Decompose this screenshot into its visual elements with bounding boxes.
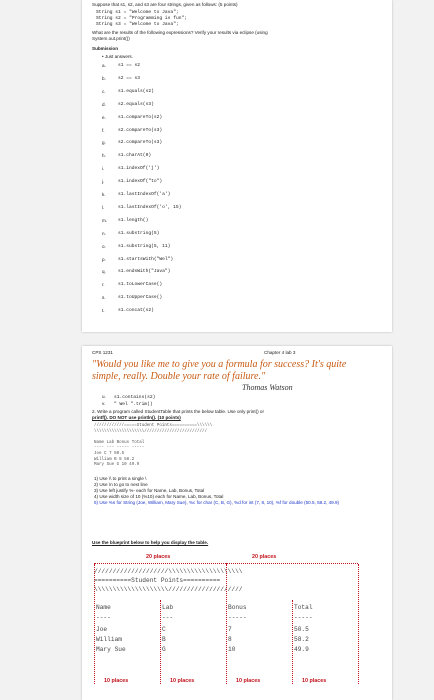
item-expression: s1.length() [118, 217, 149, 223]
column-header: Total [294, 604, 313, 611]
item-expression: s1.concat(s2) [118, 308, 154, 314]
item-letter: l. [102, 204, 105, 210]
mini-table-line: William B 8 58.2 [94, 457, 135, 462]
header-underline: ----- [294, 614, 313, 621]
mini-table-line: \\\\\\\\\\\\\\\\\\\\///////////////////////// [94, 429, 208, 434]
item-expression: s1.indexOf("to") [118, 179, 163, 185]
label-10-places: 10 places [170, 678, 195, 684]
code-line: String s3 = "Welcome to Java"; [96, 22, 179, 27]
item-expression: s1.substring(5) [118, 230, 160, 236]
table-cell: B [162, 636, 166, 643]
rule-item: 5) Use %s for String (Joe, William, Mary Sue), %c for char (C, B, G), %d for int (7, 8, 10), %f for double (50.5, 58.2, 49.9) [94, 500, 340, 505]
table-cell: 10 [228, 646, 236, 653]
column-guide [292, 600, 293, 684]
column-guide [94, 564, 95, 684]
item-expression: s1.equals(s2) [118, 88, 154, 94]
item-letter: b. [102, 75, 106, 81]
table-cell: 8 [228, 636, 232, 643]
rule-item: 2) Use \n to go to next line [94, 482, 148, 487]
document-page-1 [82, 0, 392, 332]
label-10-places: 10 places [302, 678, 327, 684]
banner-line: ////////////////////\\\\\\\\\\\\\\\\\\\\ [94, 568, 243, 575]
chapter-title: Chapter 4 lab 3 [264, 350, 296, 355]
table-cell: William [96, 636, 122, 643]
submission-heading: Submission [92, 46, 119, 51]
column-header: Lab [162, 604, 174, 611]
item-expression: s2 == s3 [118, 75, 141, 81]
table-cell: 58.2 [294, 636, 309, 643]
list-item: v. " Wel ".trim() [102, 401, 153, 407]
banner-line: \\\\\\\\\\\\\\\\\\\\//////////////////// [94, 586, 243, 593]
item-letter: k. [102, 192, 106, 197]
column-guide [160, 600, 161, 684]
item-letter: f. [102, 127, 105, 133]
item-expression: s1.lastIndexOf('o', 15) [118, 204, 182, 210]
header-underline: --- [162, 614, 174, 621]
table-cell: C [162, 626, 166, 633]
range-bar [94, 563, 226, 564]
item-expression: s1.substring(5, 11) [118, 243, 171, 249]
mini-table-line: ---- --- ----- ----- [94, 446, 145, 451]
code-line: String s2 = "Programming is fun"; [96, 16, 187, 21]
item-letter: s. [102, 295, 106, 301]
table-cell: G [162, 646, 166, 653]
item-letter: o. [102, 243, 106, 249]
task-text-underlined: printf(). DO NOT use println(). (10 points) [92, 415, 181, 420]
table-cell: Joe [96, 626, 108, 633]
column-header: Name [96, 604, 111, 611]
item-letter: c. [102, 88, 106, 94]
header-underline: ---- [96, 614, 111, 621]
item-letter: a. [102, 63, 106, 68]
item-expression: s1.toUpperCase() [118, 295, 163, 301]
item-letter: j. [102, 179, 105, 185]
label-10-places: 10 places [104, 678, 129, 684]
item-expression: s1.indexOf('j') [118, 166, 160, 172]
table-cell: Mary Sue [96, 646, 126, 653]
submission-note: • Just answers. [102, 54, 133, 59]
item-expression: s2.compareTo(s3) [118, 127, 163, 133]
item-letter: h. [102, 153, 106, 159]
banner-line: ==========Student Points========== [94, 577, 221, 584]
item-letter: m. [102, 217, 108, 223]
label-20-places: 20 places [252, 554, 277, 560]
item-expression: s1.toLowerCase() [118, 282, 163, 288]
document-page-2 [82, 346, 392, 700]
range-bar [226, 563, 358, 564]
item-letter: p. [102, 256, 106, 262]
item-expression: s1.compareTo(s2) [118, 114, 163, 120]
column-guide [226, 564, 227, 684]
code-line: String s1 = "Welcome to Java"; [96, 10, 179, 15]
item-expression: s1 == s2 [118, 63, 141, 68]
item-letter: g. [102, 140, 106, 146]
label-10-places: 10 places [236, 678, 261, 684]
bullet-icon: • [102, 54, 105, 59]
column-header: Bonus [228, 604, 247, 611]
item-letter: n. [102, 230, 106, 236]
label-20-places: 20 places [146, 554, 171, 560]
blueprint-heading: Use the blueprint below to help you display the table. [92, 540, 209, 545]
table-cell: 7 [228, 626, 232, 633]
rule-item: 3) Use left justify %- each for Name, Lab, Bonus, Total [94, 488, 205, 493]
item-expression: s2.equals(s3) [118, 101, 154, 107]
item-letter: t. [102, 308, 105, 314]
header-underline: ----- [228, 614, 247, 621]
task-text: 2. Write a program called StudentTable that prints the below table. Use only print() or [92, 409, 265, 414]
item-letter: d. [102, 101, 106, 107]
rule-item: 1) Use \\ to print a single \ [94, 476, 147, 481]
item-expression: s1.charAt(0) [118, 153, 152, 159]
question-text: What are the results of the following expressions? Verify your results via eclipse (using [92, 30, 268, 35]
course-code: CPS 1231 [92, 350, 113, 355]
table-cell: 50.5 [294, 626, 309, 633]
mini-table-line: Joe C 7 50.5 [94, 452, 125, 456]
item-expression: s2.compareTo(s3) [118, 140, 163, 146]
table-cell: 49.9 [294, 646, 309, 653]
mini-table-line: ////////////=====Student Points==========\\\\\\ [94, 424, 213, 428]
item-expression: s1.endsWith("Java") [118, 269, 171, 275]
item-expression: s1.lastIndexOf('a') [118, 192, 171, 197]
quote-author: Thomas Watson [242, 383, 293, 392]
mini-table-line: Mary Sue G 10 49.9 [94, 463, 140, 468]
column-guide [358, 564, 359, 684]
item-letter: e. [102, 114, 106, 120]
rule-item: 4) Use width size of 10 (%10) each for Name, Lab, Bonus, Total [94, 494, 224, 499]
item-expression: s1.startsWith("Wel") [118, 256, 174, 262]
item-letter: q. [102, 269, 106, 275]
item-letter: i. [102, 166, 105, 172]
item-letter: r. [102, 282, 105, 288]
list-item: u. s1.contains(s2) [102, 394, 156, 400]
question-text: System.out.print()) [92, 36, 130, 41]
intro-text: Suppose that s1, s2, and s3 are four strings, given as follows: (5 points) [92, 2, 238, 7]
mini-table-line: Name Lab Bonus Total [94, 440, 145, 445]
quote-text: "Would you like me to give you a formula for success? It's quite simple, really. Double your rate of failure." [92, 359, 347, 382]
